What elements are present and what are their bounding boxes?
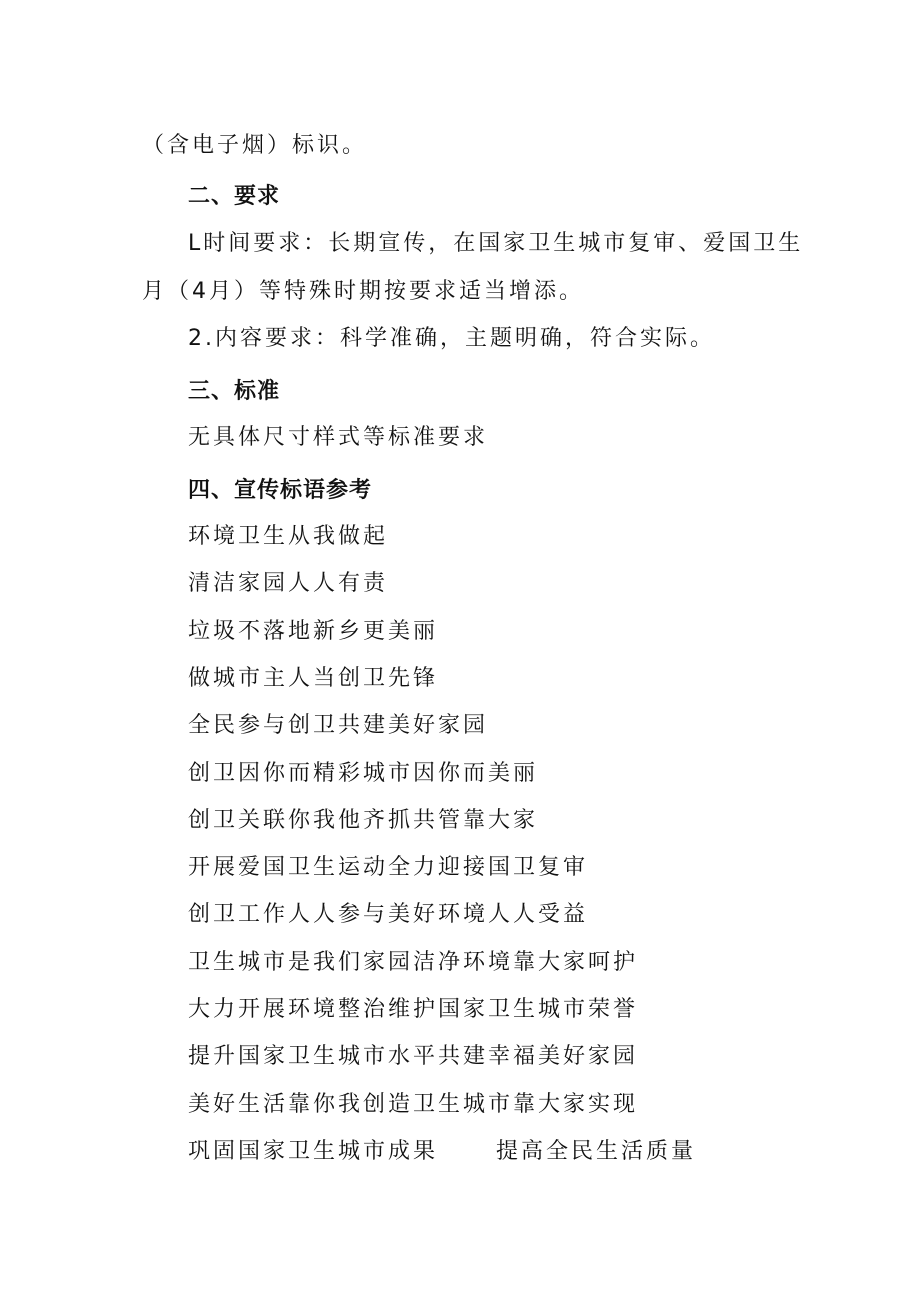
time-requirement-line-2: 月（4月）等特殊时期按要求适当增添。 <box>142 279 584 304</box>
slogan-item: 卫生城市是我们家园洁净环境靠大家呵护 <box>188 950 639 975</box>
slogan-item: 创卫因你而精彩城市因你而美丽 <box>188 761 539 786</box>
slogan-item: 提升国家卫生城市水平共建幸福美好家园 <box>188 1044 639 1069</box>
time-requirement-line-1: L时间要求：长期宣传，在国家卫生城市复审、爱国卫生 <box>188 231 804 256</box>
slogan-item: 大力开展环境整治维护国家卫生城市荣誉 <box>188 997 639 1022</box>
standard-text: 无具体尺寸样式等标准要求 <box>188 425 489 450</box>
content-requirement: 2.内容要求：科学准确，主题明确，符合实际。 <box>188 326 715 351</box>
slogan-item-last <box>188 1137 696 1167</box>
slogan-item: 清洁家园人人有责 <box>188 571 389 596</box>
slogan-item: 创卫关联你我他齐抓共管靠大家 <box>188 808 539 833</box>
slogan-item: 美好生活靠你我创造卫生城市靠大家实现 <box>188 1092 639 1117</box>
slogan-last-part-a: 巩固国家卫生城市成果 <box>188 1139 439 1164</box>
slogan-item: 全民参与创卫共建美好家园 <box>188 713 489 738</box>
slogan-item: 创卫工作人人参与美好环境人人受益 <box>188 902 589 927</box>
section-heading-requirements: 二、要求 <box>188 184 281 209</box>
slogan-last-part-b: 提高全民生活质量 <box>496 1139 697 1164</box>
slogan-item: 开展爱国卫生运动全力迎接国卫复审 <box>188 855 589 880</box>
slogan-item: 环境卫生从我做起 <box>188 524 389 549</box>
slogan-item: 垃圾不落地新乡更美丽 <box>188 619 439 644</box>
slogan-item: 做城市主人当创卫先锋 <box>188 666 439 691</box>
continuation-text: （含电子烟）标识。 <box>142 133 368 158</box>
section-heading-slogans: 四、宣传标语参考 <box>188 478 373 503</box>
section-heading-standard: 三、标准 <box>188 379 281 404</box>
